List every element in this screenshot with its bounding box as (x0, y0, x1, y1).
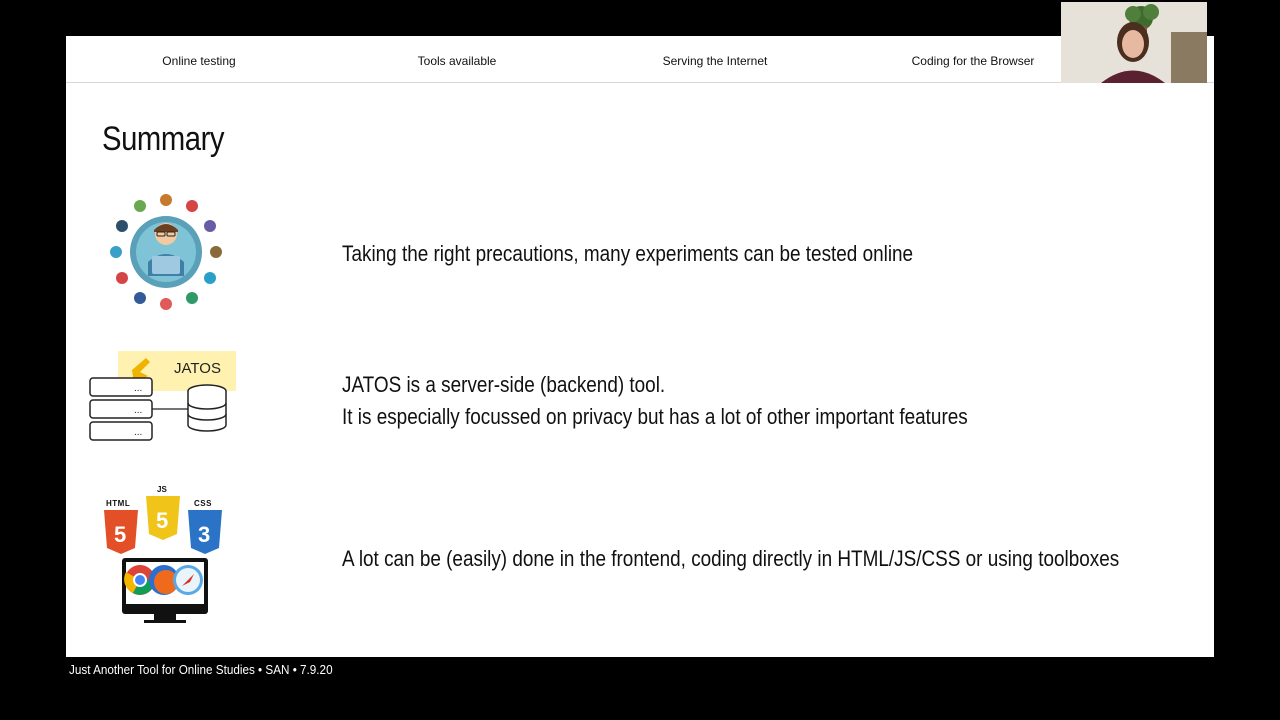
slide-nav-bar (66, 36, 1214, 83)
row-1-text (342, 238, 913, 270)
row-2-line-1: JATOS is a server-side (backend) tool. (342, 372, 666, 397)
row-2-text (342, 369, 968, 433)
row-1-line-1: Taking the right precautions, many experiments can be tested online (342, 241, 914, 266)
nav-item-coding-browser[interactable]: Coding for the Browser (911, 54, 1035, 68)
svg-text:...: ... (134, 405, 143, 416)
webcam-thumbnail (1061, 2, 1207, 83)
jatos-label: JATOS (174, 360, 221, 377)
svg-text:5: 5 (114, 522, 127, 547)
slide-title: Summary (102, 120, 225, 158)
jatos-server-icon (88, 350, 238, 446)
tech-label-js: JS (157, 485, 167, 494)
slide-footer: Just Another Tool for Online Studies • SAN • 7.9.20 (69, 662, 333, 677)
nav-item-tools-available[interactable]: Tools available (417, 54, 497, 68)
svg-text:3: 3 (198, 522, 211, 547)
row-3-line-1: A lot can be (easily) done in the frontend, coding directly in HTML/JS/CSS or using toolboxes (342, 546, 1120, 571)
web-technologies-icon (102, 485, 226, 624)
slide (66, 36, 1214, 657)
row-3-text (342, 543, 1119, 575)
nav-item-serving-internet[interactable]: Serving the Internet (662, 54, 768, 68)
svg-text:...: ... (134, 383, 143, 394)
svg-text:5: 5 (156, 508, 169, 533)
tech-label-html: HTML (106, 499, 131, 508)
row-2-line-2: It is especially focussed on privacy but has a lot of other important features (342, 404, 968, 429)
tech-label-css: CSS (194, 499, 212, 508)
multitask-person-icon (104, 190, 228, 314)
svg-text:...: ... (134, 427, 143, 438)
nav-item-online-testing[interactable]: Online testing (162, 54, 236, 68)
